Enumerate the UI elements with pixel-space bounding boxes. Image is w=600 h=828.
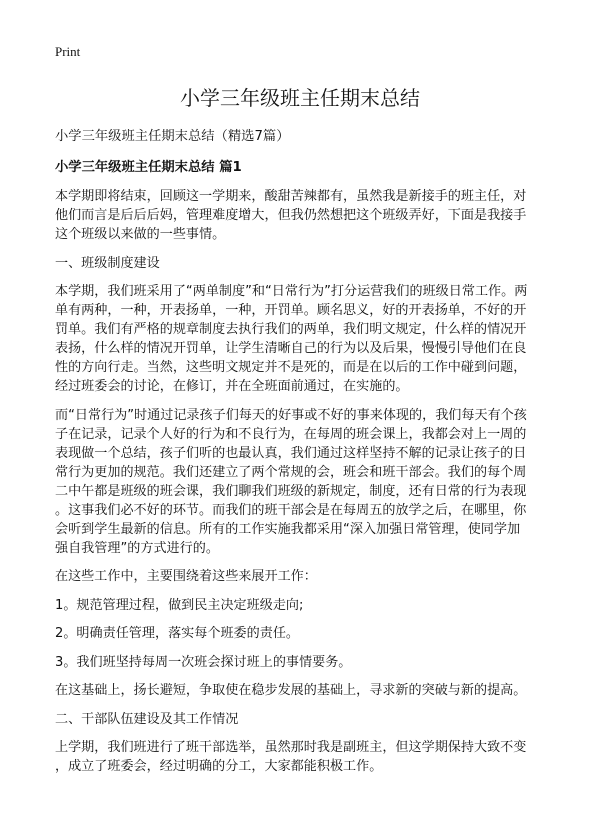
paragraph-line: 二、干部队伍建设及其工作情况 <box>55 711 239 727</box>
paragraph-line: 2。明确责任管理，落实每个班委的责任。 <box>55 626 300 641</box>
document-body <box>55 187 555 776</box>
paragraph-line: 这个班级以来做的一些事情。 <box>55 227 226 242</box>
paragraph-line: 本学期，我们班采用了“两单制度”和“日常行为”打分运营我们的班级日常工作。两 <box>55 284 528 299</box>
paragraph <box>55 187 555 244</box>
paragraph-line: 而“日常行为”时通过记录孩子们每天的好事或不好的事来体现的，我们每天有个孩 <box>55 407 527 423</box>
paragraph <box>55 653 555 672</box>
print-link[interactable]: Print <box>55 44 81 59</box>
paragraph-line: 表现做一个总结，孩子们听的也最认真，我们通过这样坚持不解的记录让孩子的日 <box>55 445 527 461</box>
document-subtitle: 小学三年级班主任期末总结（精选7篇） <box>55 129 290 144</box>
paragraph <box>55 681 555 700</box>
paragraph-line: 1。规范管理过程，做到民主决定班级走向; <box>55 597 304 613</box>
paragraph-line: ，成立了班委会，经过明确的分工，大家都能积极工作。 <box>55 759 383 774</box>
paragraph-line: 罚单。我们有严格的规章制度去执行我们的两单，我们明文规定，什么样的情况开 <box>55 322 527 337</box>
paragraph-line: 在这基础上，扬长避短，争取使在稳步发展的基础上，寻求新的突破与新的提高。 <box>55 683 527 698</box>
paragraph-line: 上学期，我们班进行了班干部选举，虽然那时我是副班主，但这学期保持大致不变 <box>55 740 527 755</box>
paragraph-line: 子在记录，记录个人好的行为和不良行为，在每周的班会课上，我都会对上一周的 <box>55 426 527 442</box>
paragraph <box>55 567 555 586</box>
paragraph <box>55 254 555 273</box>
paragraph-line: 。这事我们必不好的环节。而我们的班干部会是在每周五的放学之后，在哪里，你 <box>55 502 527 518</box>
paragraph <box>55 406 555 558</box>
document-title: 小学三年级班主任期末总结 <box>180 86 420 110</box>
paragraph <box>55 710 555 729</box>
paragraph-line: 二中午都是班级的班会课，我们聊我们班级的新规定，制度，还有日常的行为表现 <box>55 483 527 499</box>
paragraph-line: 本学期即将结束，回顾这一学期来，酸甜苦辣都有，虽然我是新接手的班主任，对 <box>55 189 527 204</box>
document-page <box>55 44 555 786</box>
paragraph-line: 强自我管理”的方式进行的。 <box>55 540 219 556</box>
paragraph-line: 经过班委会的讨论，在修订，并在全班面前通过，在实施的。 <box>55 379 409 394</box>
paragraph <box>55 738 555 776</box>
paragraph-line: 在这些工作中，主要围绕着这些来展开工作： <box>55 569 317 584</box>
paragraph-line: 他们而言是后后后妈，管理难度增大，但我仍然想把这个班级弄好，下面是我接手 <box>55 208 527 223</box>
paragraph-line: 一、班级制度建设 <box>55 255 160 271</box>
paragraph-line: 表扬，什么样的情况开罚单，让学生清晰自己的行为以及后果，慢慢引导他们在良 <box>55 341 527 356</box>
paragraph <box>55 596 555 615</box>
paragraph <box>55 624 555 643</box>
paragraph-line: 单有两种，一种，开表扬单，一种，开罚单。顾名思义，好的开表扬单，不好的开 <box>55 303 527 318</box>
paragraph-line: 性的方向行走。当然，这些明文规定并不是死的，而是在以后的工作中碰到问题， <box>55 360 527 375</box>
paragraph-line: 常行为更加的规范。我们还建立了两个常规的会，班会和班干部会。我们的每个周 <box>55 464 527 480</box>
paragraph <box>55 282 555 396</box>
section-heading: 小学三年级班主任期末总结 篇1 <box>55 160 242 175</box>
paragraph-line: 3。我们班坚持每周一次班会探讨班上的事情要务。 <box>55 654 352 670</box>
paragraph-line: 会听到学生最新的信息。所有的工作实施我都采用“深入加强日常管理，使同学加 <box>55 521 521 537</box>
